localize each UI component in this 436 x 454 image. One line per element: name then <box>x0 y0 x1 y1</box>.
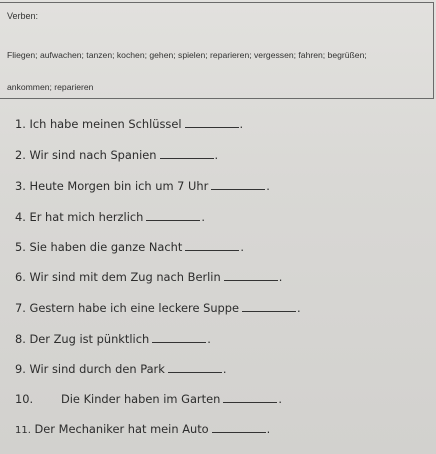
exercise-end: . <box>239 117 244 131</box>
exercise-text: Er hat mich herzlich <box>29 210 144 224</box>
exercise-end: . <box>297 301 301 315</box>
exercise-text: Wir sind mit dem Zug nach Berlin <box>29 270 221 284</box>
exercise-item <box>15 179 270 193</box>
exercise-number: 2. <box>15 148 26 162</box>
exercise-item <box>15 332 211 346</box>
exercise-number: 9. <box>15 362 26 376</box>
answer-blank[interactable] <box>224 270 278 281</box>
answer-blank[interactable] <box>223 392 277 403</box>
exercise-number: 3. <box>15 179 26 193</box>
exercise-item <box>15 301 301 315</box>
exercise-item <box>15 422 270 436</box>
exercise-end: . <box>278 270 283 284</box>
exercise-number: 6. <box>15 270 26 284</box>
exercise-text: Der Mechaniker hat mein Auto <box>34 422 209 436</box>
verb-list-box <box>0 2 434 99</box>
exercise-item <box>15 210 205 224</box>
exercise-number: 1. <box>15 117 26 131</box>
answer-blank[interactable] <box>185 240 239 251</box>
answer-blank[interactable] <box>211 179 265 190</box>
exercise-item <box>15 117 243 131</box>
answer-blank[interactable] <box>242 301 296 312</box>
exercise-end: . <box>222 362 227 376</box>
exercise-number: 8. <box>15 332 26 346</box>
exercise-item <box>15 270 282 284</box>
verb-list-title: Verben: <box>7 11 39 21</box>
exercise-end: . <box>207 332 211 346</box>
answer-blank[interactable] <box>168 362 222 373</box>
exercise-text: Ich habe meinen Schlüssel <box>29 117 182 131</box>
exercise-text: Wir sind nach Spanien <box>29 148 157 162</box>
exercise-end: . <box>278 392 282 406</box>
exercise-end: . <box>266 179 270 193</box>
exercise-number: 7. <box>15 301 26 315</box>
exercise-end: . <box>266 422 271 436</box>
exercise-end: . <box>214 148 219 162</box>
exercise-item <box>15 148 218 162</box>
answer-blank[interactable] <box>152 332 206 343</box>
answer-blank[interactable] <box>212 422 266 433</box>
exercise-end: . <box>201 210 205 224</box>
exercise-text: Sie haben die ganze Nacht <box>29 240 183 254</box>
exercise-text: Wir sind durch den Park <box>29 362 165 376</box>
answer-blank[interactable] <box>160 148 214 159</box>
exercise-text: Die Kinder haben im Garten <box>61 392 221 406</box>
answer-blank[interactable] <box>185 117 239 128</box>
answer-blank[interactable] <box>146 210 200 221</box>
exercise-number: 5. <box>15 240 26 254</box>
exercise-end: . <box>240 240 244 254</box>
exercise-item <box>15 362 226 376</box>
exercise-number: 11. <box>15 425 31 436</box>
exercise-text: Heute Morgen bin ich um 7 Uhr <box>29 179 209 193</box>
exercise-item <box>15 392 282 406</box>
verb-list-line: Fliegen; aufwachen; tanzen; kochen; gehen; spielen; reparieren; vergessen; fahren; begrüßen; <box>7 50 367 60</box>
exercise-item <box>15 240 244 254</box>
exercise-text: Der Zug ist pünktlich <box>29 332 150 346</box>
verb-list-line: ankommen; reparieren <box>7 82 94 92</box>
exercise-number: 4. <box>15 210 26 224</box>
exercise-text: Gestern habe ich eine leckere Suppe <box>29 301 240 315</box>
exercise-number: 10. <box>15 392 34 406</box>
